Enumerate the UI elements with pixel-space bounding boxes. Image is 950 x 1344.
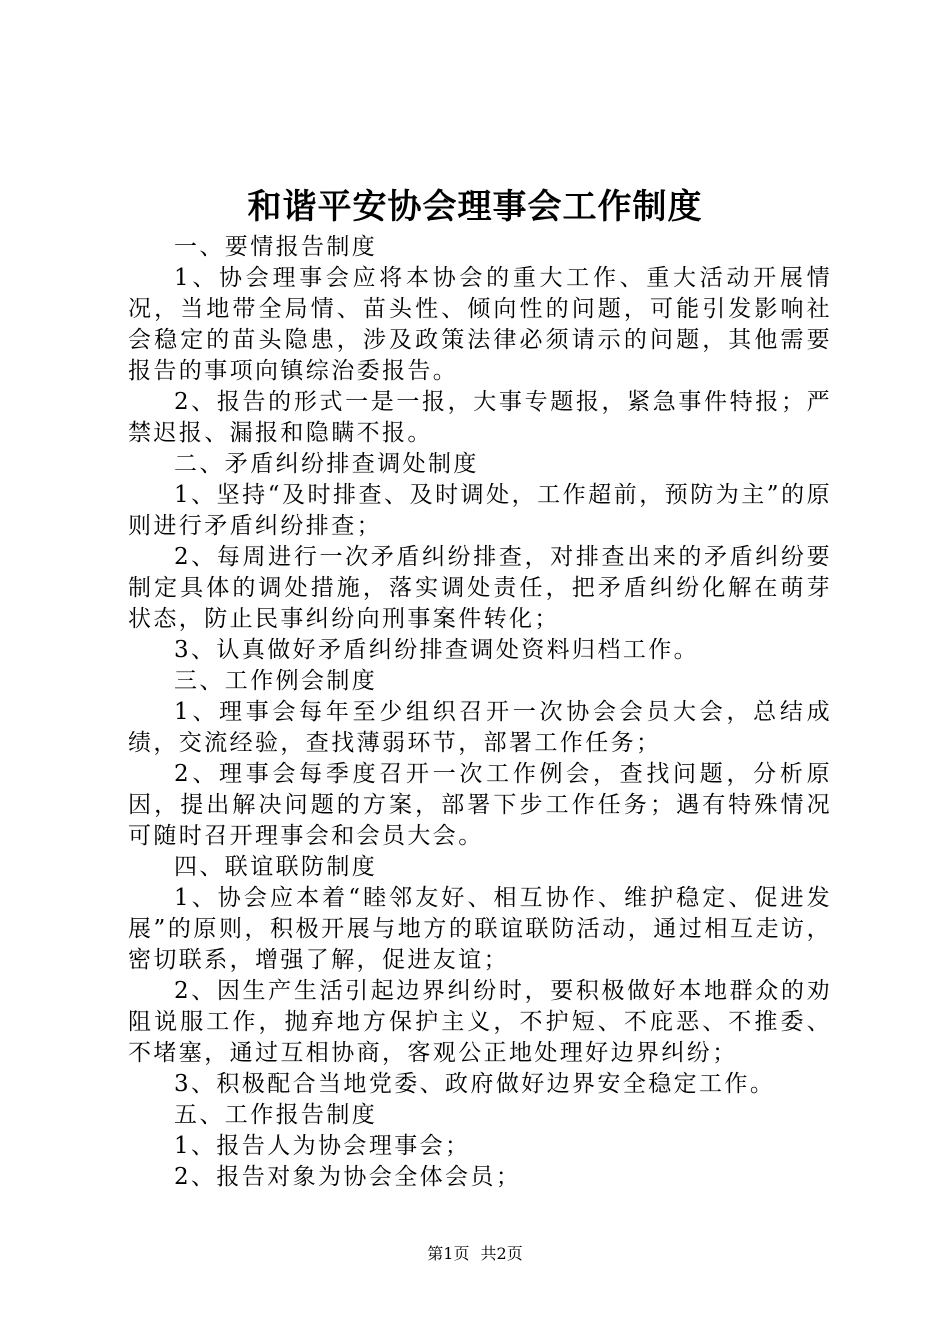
section-heading: 三、工作例会制度 xyxy=(174,668,378,694)
paragraph: 1、报告人为协会理事会； xyxy=(174,1133,471,1159)
section-heading: 五、工作报告制度 xyxy=(174,1102,378,1128)
paragraph: 3、积极配合当地党委、政府做好边界安全稳定工作。 xyxy=(174,1071,776,1097)
paragraph: 1、坚持“及时排查、及时调处，工作超前，预防为主”的原则进行矛盾纠纷排查； xyxy=(128,482,832,539)
paragraph: 3、认真做好矛盾纠纷排查调处资料归档工作。 xyxy=(174,637,700,663)
section-heading: 四、联谊联防制度 xyxy=(174,854,378,880)
paragraph: 2、理事会每季度召开一次工作例会，查找问题，分析原因，提出解决问题的方案，部署下步工作任务；遇有特殊情况可随时召开理事会和会员大会。 xyxy=(128,761,832,849)
paragraph: 2、报告对象为协会全体会员； xyxy=(174,1164,522,1190)
paragraph: 2、每周进行一次矛盾纠纷排查，对排查出来的矛盾纠纷要制定具体的调处措施，落实调处责任，把矛盾纠纷化解在萌芽状态，防止民事纠纷向刑事案件转化； xyxy=(128,544,832,632)
section-heading: 二、矛盾纠纷排查调处制度 xyxy=(174,451,479,477)
page-footer xyxy=(0,1243,950,1265)
section-heading: 一、要情报告制度 xyxy=(174,234,378,260)
page-total: 共2页 xyxy=(480,1244,523,1263)
document-title: 和谐平安协会理事会工作制度 xyxy=(247,187,703,227)
paragraph: 1、理事会每年至少组织召开一次协会会员大会，总结成绩，交流经验，查找薄弱环节，部署工作任务； xyxy=(128,699,832,756)
paragraph: 1、协会应本着“睦邻友好、相互协作、维护稳定、促进发展”的原则，积极开展与地方的联谊联防活动，通过相互走访，密切联系，增强了解，促进友谊； xyxy=(128,885,832,973)
paragraph: 2、因生产生活引起边界纠纷时，要积极做好本地群众的劝阻说服工作，抛弃地方保护主义，不护短、不庇恶、不推委、不堵塞，通过互相协商，客观公正地处理好边界纠纷； xyxy=(128,978,832,1066)
page-number: 第1页 xyxy=(427,1244,470,1263)
paragraph: 1、协会理事会应将本协会的重大工作、重大活动开展情况，当地带全局情、苗头性、倾向性的问题，可能引发影响社会稳定的苗头隐患，涉及政策法律必须请示的问题，其他需要报告的事项向镇综治委报告。 xyxy=(128,265,832,384)
document-body xyxy=(128,232,832,1193)
paragraph: 2、报告的形式一是一报，大事专题报，紧急事件特报；严禁迟报、漏报和隐瞒不报。 xyxy=(128,389,832,446)
